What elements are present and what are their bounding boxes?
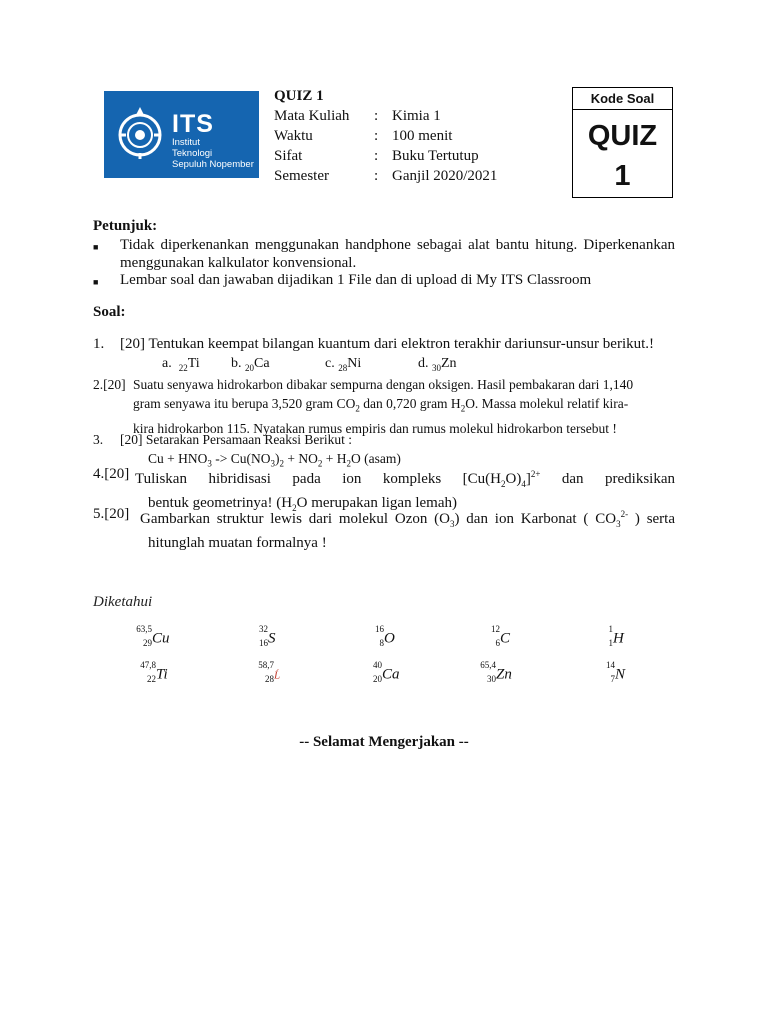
option-d	[418, 356, 457, 373]
question-number: 1.	[93, 336, 105, 352]
quiz-title: QUIZ 1	[274, 88, 324, 104]
kode-soal-value-line-1: QUIZ	[587, 120, 658, 152]
option-b	[231, 356, 270, 373]
soal-heading: Soal:	[93, 304, 126, 320]
info-colon: :	[374, 148, 379, 164]
closing-message: -- Selamat Mengerjakan --	[299, 734, 469, 750]
question-line: Gambarkan struktur lewis dari molekul Ozon $(O_3)$ dan ion Karbonat ( $CO_3^{2-}$ ) serta	[140, 509, 676, 529]
question-text: [20] Setarakan Persamaan Reaksi Berikut :	[120, 432, 353, 447]
question-line: bentuk geometrinya! ($H_2O$ merupakan ligan lemah)	[148, 495, 457, 513]
bullet-square-icon: ■	[93, 277, 99, 287]
kode-soal-label: Kode Soal	[573, 88, 672, 110]
petunjuk-item	[93, 236, 675, 272]
isotope-ca: 40 20 Ca	[373, 660, 400, 684]
element-symbol: Ti	[187, 356, 200, 371]
isotope-c: 12 6 C	[491, 624, 511, 648]
petunjuk-heading: Petunjuk:	[93, 218, 158, 234]
question-number: 4.[20]	[93, 466, 130, 482]
question-line: Suatu senyawa hidrokarbon dibakar sempurna dengan oksigen. Hasil pembakaran dari 1,140	[133, 377, 634, 392]
info-label: Semester	[274, 168, 329, 184]
option-c	[325, 356, 361, 373]
diketahui-title: Diketahui	[93, 594, 153, 610]
option-letter: d.	[418, 356, 429, 371]
question-line: kira hidrokarbon 115. Nyatakan rumus empiris dan rumus molekul hidrokarbon tersebut !	[133, 420, 617, 436]
isotope-zn: 65,4 30 Zn	[480, 660, 512, 684]
reaction-equation: $Cu + HNO_3 -> Cu(NO_3)_2 + NO_2 + H_2O$ (asam)	[148, 451, 401, 469]
element-symbol: Ca	[254, 356, 270, 371]
option-letter: a.	[162, 356, 172, 371]
element-symbol: Ni	[347, 356, 362, 371]
isotope-n: 14 7 N	[606, 660, 626, 684]
isotope-ni: 58,7 28 Ĺ	[258, 660, 281, 684]
info-value: Buku Tertutup	[392, 148, 479, 164]
element-symbol: Zn	[441, 356, 457, 371]
its-emblem-icon	[114, 105, 166, 161]
info-label: Mata Kuliah	[274, 108, 350, 124]
question-number: 5.[20]	[93, 506, 130, 522]
isotope-ti: 47,8 22 Ti	[140, 660, 168, 684]
question-line: hitunglah muatan formalnya !	[148, 535, 327, 551]
kode-soal-value	[573, 110, 672, 196]
info-colon: :	[374, 168, 379, 184]
info-colon: :	[374, 128, 379, 144]
question-5	[93, 505, 675, 553]
question-1	[93, 335, 675, 354]
atomic-number: 22	[178, 362, 188, 373]
atomic-number: 30	[432, 362, 441, 373]
logo-brand: ITS	[172, 110, 214, 138]
isotope-o: 16 8 O	[375, 624, 395, 648]
isotope-h: 1 1 H	[608, 624, 624, 648]
info-value: Ganjil 2020/2021	[392, 168, 498, 184]
option-a	[162, 356, 200, 373]
petunjuk-item	[93, 271, 675, 289]
info-label: Sifat	[274, 148, 303, 164]
info-label: Waktu	[274, 128, 313, 144]
question-number: 2.[20]	[93, 377, 126, 392]
option-letter: b.	[231, 356, 242, 371]
bullet-square-icon: ■	[93, 242, 99, 252]
kode-soal-box	[572, 87, 673, 198]
info-value: 100 menit	[392, 128, 453, 144]
question-text: [20] Tentukan keempat bilangan kuantum dari elektron terakhir dariunsur-unsur berikut.!	[120, 336, 655, 352]
atomic-number: 28	[338, 362, 348, 373]
logo-line-1: Institut	[172, 137, 200, 148]
question-number: 3.	[93, 432, 104, 447]
question-2	[93, 375, 675, 438]
its-logo	[104, 91, 259, 178]
logo-line-3: Sepuluh Nopember	[172, 159, 254, 170]
option-letter: c.	[325, 356, 335, 371]
kode-soal-value-line-2: 1	[614, 160, 631, 192]
info-value: Kimia 1	[392, 108, 441, 124]
isotope-s: 32 16 S	[259, 624, 276, 648]
logo-line-2: Teknologi	[172, 148, 213, 159]
petunjuk-item-text: Tidak diperkenankan menggunakan handphone sebagai alat bantu hitung. Diperkenankan menggunakan kalkulator konvensional.	[120, 237, 675, 271]
info-colon: :	[374, 108, 379, 124]
isotope-cu: 63,5 29 Cu	[136, 624, 170, 648]
atomic-number: 20	[245, 362, 254, 373]
petunjuk-item-text: Lembar soal dan jawaban dijadikan 1 File dan di upload di My ITS Classroom	[120, 272, 592, 288]
question-line: Tuliskan hibridisasi pada ion kompleks $[Cu(H_2O)_4]^{2+}$ dan prediksikan	[135, 469, 676, 489]
question-line: gram senyawa itu berupa 3,520 gram $CO_2$ dan 0,720 gram $H_2O$. Massa molekul relatif kira-	[133, 396, 629, 414]
